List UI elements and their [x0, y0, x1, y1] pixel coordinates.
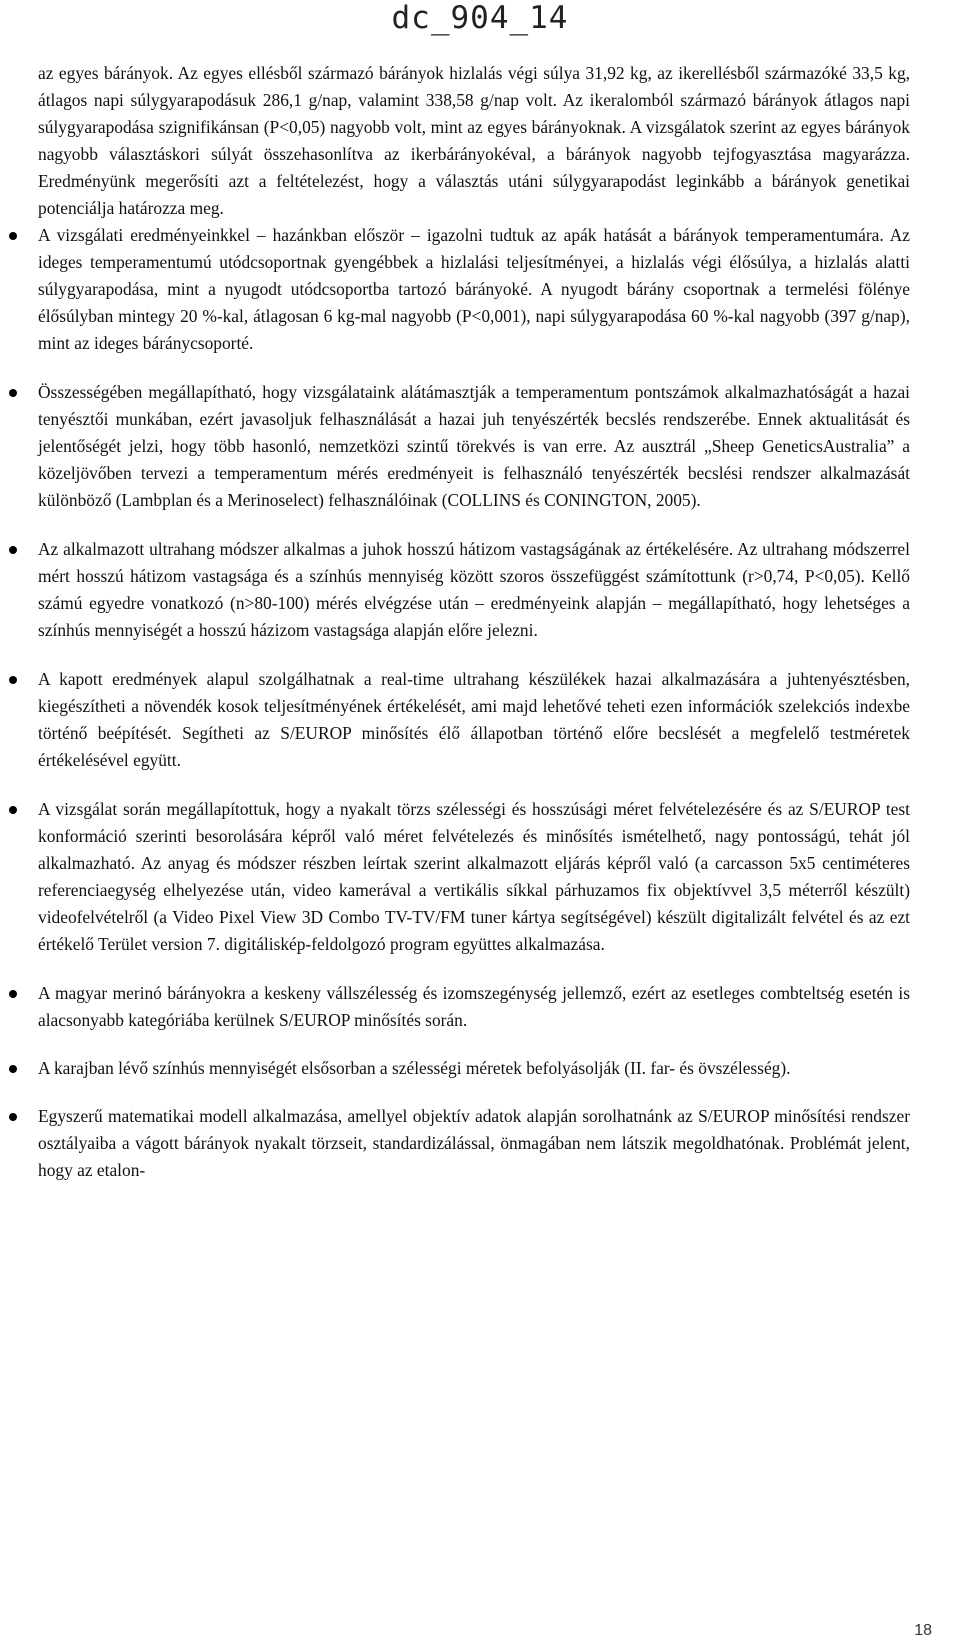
list-item-text: A kapott eredmények alapul szolgálhatnak a real-time ultrahang készülékek hazai alkalmazására a juhtenyésztésben, kiegészítheti a növendék kosok teljesítményének értékelését, ami majd lehetővé teheti ezen információk szelekciós indexbe történő beépítését. Segítheti az S/EUROP minősítés élő állapotban történő előre becslését a megfelelő testméretek értékelésével együtt.: [38, 669, 910, 770]
bullet-icon: [9, 232, 17, 240]
list-item-text: A karajban lévő színhús mennyiségét elsősorban a szélességi méretek befolyásolják (II. far- és övszélesség).: [38, 1058, 791, 1078]
list-item: [38, 222, 910, 357]
bullet-icon: [9, 1065, 17, 1073]
list-item: [38, 1103, 910, 1184]
list-item-text: Egyszerű matematikai modell alkalmazása, amellyel objektív adatok alapján sorolhatnánk az S/EUROP minősítési rendszer osztályaiba a vágott bárányok nyakalt törzseit, standardizálással, önmagában nem látszik megoldhatónak. Problémát jelent, hogy az etalon-: [38, 1106, 910, 1180]
bullet-icon: [9, 806, 17, 814]
list-item: [38, 796, 910, 958]
bullet-icon: [9, 1113, 17, 1121]
bullet-icon: [9, 546, 17, 554]
list-item: [38, 980, 910, 1034]
bullet-icon: [9, 990, 17, 998]
list-item: [38, 536, 910, 644]
list-item-text: Az alkalmazott ultrahang módszer alkalmas a juhok hosszú hátizom vastagságának az értékelésére. Az ultrahang módszerrel mért hosszú hátizom vastagsága és a színhús mennyiség között szoros összefüggést számítottunk (r>0,74, P<0,05). Kellő számú egyedre vonatkozó (n>80-100) mérés elvégzése után – eredményeink alapján – megállapítható, hogy lehetséges a színhús mennyiségét a hosszú házizom vastagsága alapján előre jelezni.: [38, 539, 910, 640]
list-item: [38, 379, 910, 514]
list-item: [38, 1055, 910, 1082]
conclusions-list: [38, 222, 910, 1184]
list-item-text: Összességében megállapítható, hogy vizsgálataink alátámasztják a temperamentum pontszámok alkalmazhatóságát a hazai tenyésztői munkában, ezért javasoljuk felhasználását a hazai juh tenyészérték becslés rendszerébe. Ennek aktualitását és jelentőségét jelzi, hogy több hasonló, nemzetközi szintű törekvés is van erre. Az ausztrál „Sheep GeneticsAustralia” a közeljövőben tervezi a temperamentum mérés eredményeit is felhasználó tenyészérték becslési rendszer alkalmazását különböző (Lambplan és a Merinoselect) felhasználóinak (COLLINS és CONINGTON, 2005).: [38, 382, 910, 510]
document-id-header: dc_904_14: [391, 0, 569, 36]
bullet-icon: [9, 676, 17, 684]
lead-paragraph: az egyes bárányok. Az egyes ellésből származó bárányok hizlalás végi súlya 31,92 kg, az ikerellésből származóké 33,5 kg, átlagos napi súlygyarapodásuk 286,1 g/nap, valamint 338,58 g/nap volt. Az ikeralomból származó bárányok átlagos napi súlygyarapodása szignifikánsan (P<0,05) nagyobb volt, mint az egyes bárányoknak. A vizsgálatok szerint az egyes bárányok nagyobb választáskori súlyát összehasonlítva az ikerbárányokéval, a bárányok nagyobb tejfogyasztása magyarázza. Eredményünk megerősíti azt a feltételezést, hogy a választás utáni súlygyarapodást leginkább a bárányok genetikai potenciálja határozza meg.: [38, 63, 910, 218]
bullet-icon: [9, 389, 17, 397]
page-number: 18: [914, 1622, 932, 1639]
document-body: [38, 60, 910, 1206]
list-item-text: A vizsgálat során megállapítottuk, hogy a nyakalt törzs szélességi és hosszúsági méret felvételezésére és az S/EUROP test konformáció szerinti besorolására képről való méret felvételezés és minősítés ismételhető, nagy pontosságú, tehát jól alkalmazható. Az anyag és módszer részben leírtak szerint alkalmazott eljárás képről való (a carcasson 5x5 centiméteres referenciaegység elhelyezése után, video kamerával a vertikális síkkal párhuzamos fix objektívvel 3,5 méterről készült) videofelvételről (a Video Pixel View 3D Combo TV-TV/FM tuner kártya segítségével) készült digitalizált felvétel és az ezt értékelő Terület version 7. digitáliskép-feldolgozó program együttes alkalmazása.: [38, 799, 910, 954]
list-item: [38, 666, 910, 774]
list-item-text: A vizsgálati eredményeinkkel – hazánkban először – igazolni tudtuk az apák hatását a bárányok temperamentumára. Az ideges temperamentumú utódcsoportnak gyengébbek a hizlalási teljesítményei, a hizlalás végi élősúlya, a hizlalás alatti súlygyarapodása, mint a nyugodt utódcsoportba tartozó bárányoké. A nyugodt bárány csoportnak a termelési fölénye élősúlyban mintegy 20 %-kal, átlagosan 6 kg-mal nagyobb (P<0,001), napi súlygyarapodása 60 %-kal nagyobb (397 g/nap), mint az ideges báránycsoporté.: [38, 225, 910, 353]
list-item-text: A magyar merinó bárányokra a keskeny vállszélesség és izomszegénység jellemző, ezért az esetleges combteltség esetén is alacsonyabb kategóriába kerülnek S/EUROP minősítés során.: [38, 983, 910, 1030]
